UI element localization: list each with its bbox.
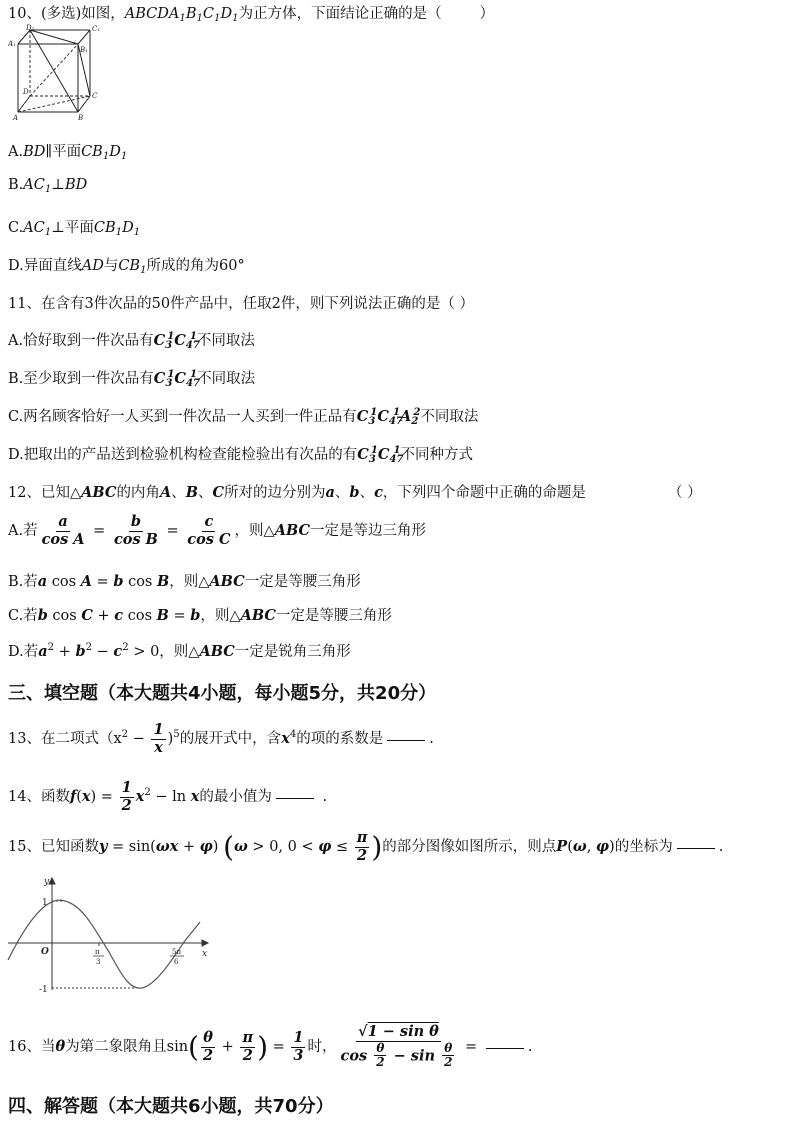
sine-curve: [8, 900, 200, 988]
q10-option-c: $C.AC_1\perp$平面$CB_1D_1$: [8, 220, 141, 239]
graph-y-label: y: [44, 877, 50, 887]
q15: 15、已知函数y = sin(ωx + φ) (ω > 0, 0 < φ ≤ $\frac{\pi}{2}$ )的部分图像如图所示，则点P(ω, φ)的坐标为 .: [8, 829, 724, 864]
q11-option-d: D.把取出的产品送到检验机构检查能检验出有次品的有$C_3^1C_{47}^1$不同种方式: [8, 443, 474, 466]
q12-answer-paren: （ ）: [668, 485, 702, 501]
graph-origin-label: O: [41, 947, 49, 957]
q15-answer-blank[interactable]: [677, 847, 715, 849]
cube-label-D: D: [23, 88, 29, 96]
q13-answer-blank[interactable]: [387, 739, 425, 741]
q11-option-a: A.恰好取到一件次品有$C_3^1C_{47}^1$不同取法: [8, 329, 255, 352]
cube-label-B: B: [78, 114, 84, 122]
cube-label-A1: A₁: [8, 40, 16, 48]
cube-label-C1: C₁: [92, 25, 101, 33]
section-3-heading: 三、填空题（本大题共4小题，每小题5分，共20分）: [8, 683, 437, 704]
q16: 16、当θ为第二象限角且sin( $\frac{\theta}{2}$ + $\frac{\pi}{2}$ ) = $\frac{1}{3}$ 时， √1 − sin θ cos $\frac{\theta}{2}$ − sin $\frac{\theta}{2}$ = .: [8, 1023, 533, 1070]
q14-answer-blank[interactable]: [276, 797, 314, 799]
q10-option-a: A.BD∥平面$CB_1D_1$: [8, 144, 128, 163]
section-4-heading: 四、解答题（本大题共6小题，共70分）: [8, 1096, 334, 1117]
cube-label-D1: D₁: [26, 24, 35, 32]
cube-label-C: C: [92, 92, 98, 100]
graph-y-max: 1: [42, 898, 48, 908]
q11-option-b: B.至少取到一件次品有$C_3^1C_{47}^1$不同取法: [8, 367, 256, 390]
q12-option-a: A.若 $\frac{a}{\text{cos A}}$ = $\frac{b}{\text{cos B}}$ = $\frac{c}{\text{cos C}}$ ，则△ABC一定是等边三角形: [8, 513, 427, 548]
graph-tick2-num: 5π: [172, 948, 182, 956]
cube-label-A: A: [13, 114, 19, 122]
graph-y-min: -1: [39, 985, 48, 994]
q13: 13、在二项式（$x^2$ − $\frac{1}{x}$ )$^5$的展开式中，含$x^4$的项的系数是 .: [8, 721, 434, 756]
graph-tick2-den: 6: [174, 958, 179, 966]
q12-option-c: C.若b cos C + c cos B = b，则△ABC一定是等腰三角形: [8, 607, 392, 624]
cube-figure: [8, 24, 104, 122]
cube-label-B1: B₁: [80, 46, 88, 54]
q10-option-b: $B.AC_1\perp BD$: [8, 177, 88, 196]
q12-option-d: D.若$a^2 + b^2 - c^2 > 0$，则△ABC一定是锐角三角形: [8, 641, 351, 660]
q12-stem: 12、已知△ABC的内角A、B、C所对的边分别为a、b、c，下列四个命题中正确的命题是: [8, 484, 586, 501]
q11-option-c: C.两名顾客恰好一人买到一件次品一人买到一件正品有$C_3^1C_{47}^1A_2^2$不同取法: [8, 405, 479, 428]
q10-stem: 10、(多选)如图，$ABCDA_1B_1C_1D_1$为正方体，下面结论正确的是（ ）: [8, 6, 495, 25]
q14: 14、函数f(x) = $\frac{1}{2}$ $x^2 - \ln x$的最小值为 .: [8, 779, 328, 814]
graph-tick1-num: π: [95, 948, 100, 956]
q12-option-b: B.若a cos A = b cos B，则△ABC一定是等腰三角形: [8, 573, 361, 590]
graph-tick1-den: 3: [96, 958, 101, 966]
graph-x-label: x: [202, 949, 208, 959]
sine-graph: [4, 872, 214, 994]
q11-stem: 11、在含有3件次品的50件产品中，任取2件，则下列说法正确的是（ ）: [8, 296, 474, 312]
q16-answer-blank[interactable]: [486, 1047, 524, 1049]
q10-option-d: D.异面直线AD与$CB_1$所成的角为60°: [8, 258, 245, 277]
